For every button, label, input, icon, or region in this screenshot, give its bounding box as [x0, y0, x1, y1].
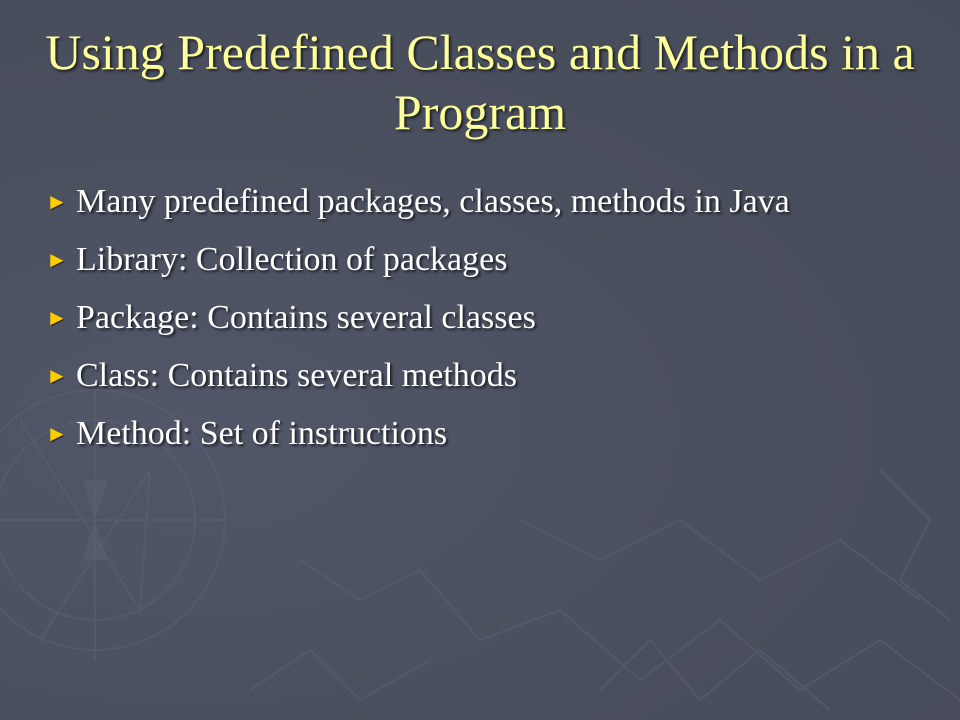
bullet-list	[46, 180, 906, 470]
bullet-item	[46, 238, 906, 281]
bullet-text: Library: Collection of packages	[76, 241, 508, 278]
triangle-bullet-icon: ►	[46, 363, 68, 388]
bullet-item	[46, 412, 906, 455]
bullet-text: Class: Contains several methods	[76, 357, 518, 394]
triangle-bullet-icon: ►	[46, 247, 68, 272]
bullet-item	[46, 296, 906, 339]
bullet-text: Many predefined packages, classes, methods in Java	[76, 183, 790, 220]
slide-title: Using Predefined Classes and Methods in a Program	[45, 24, 915, 140]
bullet-text: Package: Contains several classes	[76, 299, 536, 336]
bullet-text: Method: Set of instructions	[76, 415, 448, 452]
triangle-bullet-icon: ►	[46, 305, 68, 330]
bullet-item	[46, 180, 906, 223]
bullet-item	[46, 354, 906, 397]
triangle-bullet-icon: ►	[46, 421, 68, 446]
triangle-bullet-icon: ►	[46, 189, 68, 214]
